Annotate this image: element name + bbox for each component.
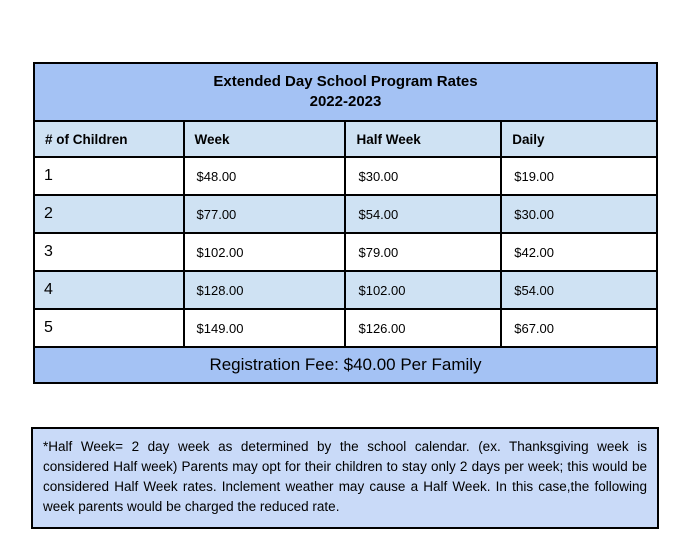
column-header-children: # of Children xyxy=(34,121,184,157)
row-half-week-cell: $102.00 xyxy=(345,271,501,309)
row-week-cell: $48.00 xyxy=(184,157,346,195)
rates-table-container xyxy=(33,62,658,384)
table-row xyxy=(34,271,657,309)
row-daily-cell: $19.00 xyxy=(501,157,657,195)
row-half-week-cell: $79.00 xyxy=(345,233,501,271)
row-week-cell: $128.00 xyxy=(184,271,346,309)
row-children-cell: 4 xyxy=(34,271,184,309)
row-daily-cell: $30.00 xyxy=(501,195,657,233)
row-week-cell: $102.00 xyxy=(184,233,346,271)
row-half-week-cell: $126.00 xyxy=(345,309,501,347)
table-row xyxy=(34,309,657,347)
table-row xyxy=(34,233,657,271)
row-week-cell: $149.00 xyxy=(184,309,346,347)
column-header-daily: Daily xyxy=(501,121,657,157)
table-title xyxy=(34,63,657,121)
registration-fee-text: Registration Fee: $40.00 Per Family xyxy=(34,347,657,383)
table-title-row xyxy=(34,63,657,121)
row-daily-cell: $42.00 xyxy=(501,233,657,271)
title-line-2: 2022-2023 xyxy=(309,93,382,110)
row-children-cell: 3 xyxy=(34,233,184,271)
row-children-cell: 1 xyxy=(34,157,184,195)
column-header-row xyxy=(34,121,657,157)
row-half-week-cell: $54.00 xyxy=(345,195,501,233)
rates-table xyxy=(33,62,658,384)
table-row xyxy=(34,195,657,233)
table-row xyxy=(34,157,657,195)
column-header-half-week: Half Week xyxy=(345,121,501,157)
row-children-cell: 5 xyxy=(34,309,184,347)
title-line-1: Extended Day School Program Rates xyxy=(213,73,478,90)
row-daily-cell: $54.00 xyxy=(501,271,657,309)
footnote-text: *Half Week= 2 day week as determined by the school calendar. (ex. Thanksgiving week is considered Half week) Parents may opt for their children to stay only 2 days per week; this would be considered Half Week rates. Inclement weather may cause a Half Week. In this case,the following week parents would be charged the reduced rate. xyxy=(43,439,647,514)
row-week-cell: $77.00 xyxy=(184,195,346,233)
column-header-week: Week xyxy=(184,121,346,157)
row-half-week-cell: $30.00 xyxy=(345,157,501,195)
row-daily-cell: $67.00 xyxy=(501,309,657,347)
footnote-box xyxy=(31,427,659,529)
row-children-cell: 2 xyxy=(34,195,184,233)
registration-fee-row xyxy=(34,347,657,383)
